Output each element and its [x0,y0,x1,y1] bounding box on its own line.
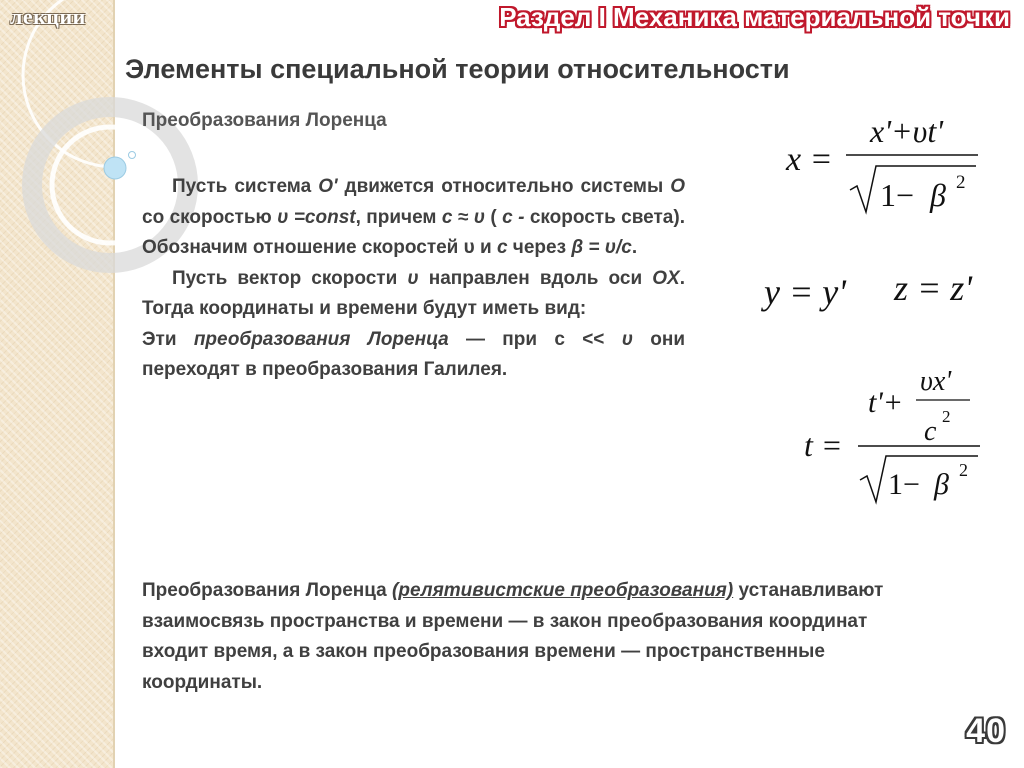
formula-x-exponent: 2 [956,172,966,193]
body-text [142,172,685,386]
formula-t-denominator: 1− [888,468,920,501]
paragraph-3: Эти преобразования Лоренца — при c << υ они переходят в преобразования Галилея. [142,328,686,380]
formula-x-beta: β [930,177,946,213]
formula-z [890,260,1000,316]
page-title: Элементы специальной теории относительности [125,54,790,84]
formula-t [800,360,990,510]
formula-y [760,262,890,318]
decorative-bubble-small [129,152,136,159]
left-band-edge [113,0,115,768]
formula-t-numerator-t: t'+ [868,386,903,419]
formula-t-inner-exponent: 2 [942,407,951,426]
formula-t-inner-denominator: c [924,416,937,447]
page-number: 40 [966,712,1006,750]
left-decorative-band [0,0,113,768]
relativistic-term: (релятивистские преобразования) [392,580,734,601]
formula-t-lhs: t = [804,427,843,463]
lectures-label: лекции [10,4,86,29]
formula-x-numerator: x'+υt' [870,113,944,149]
formula-x [780,108,990,220]
summary-text: Преобразования Лоренца (релятивистские преобразования) устанавливают взаимосвязь пространства и времени — в закон преобразования координат входит время, а в закон преобразования времени — пространственные координаты. [142,580,884,693]
formula-t-beta: β [934,468,949,501]
formula-t-exponent: 2 [959,460,968,480]
paragraph-2: Пусть вектор скорости υ направлен вдоль оси OX. Тогда координаты и времени будут иметь вид: [142,267,685,319]
formula-y-text: y = y' [764,272,846,312]
subtitle: Преобразования Лоренца [142,110,387,131]
section-title: Раздел I Механика материальной точки [499,2,1010,32]
formula-t-inner-numerator: υx' [920,366,952,397]
paragraph-1: Пусть система O' движется относительно системы O со скоростью υ =const, причем c ≈ υ ( c - скорость света). Обозначим отношение скоростей υ и c через β = υ/c. [142,176,686,258]
formula-x-lhs: x = [786,141,833,178]
formula-x-denominator: 1− [880,177,915,213]
formula-z-text: z = z' [894,268,973,308]
